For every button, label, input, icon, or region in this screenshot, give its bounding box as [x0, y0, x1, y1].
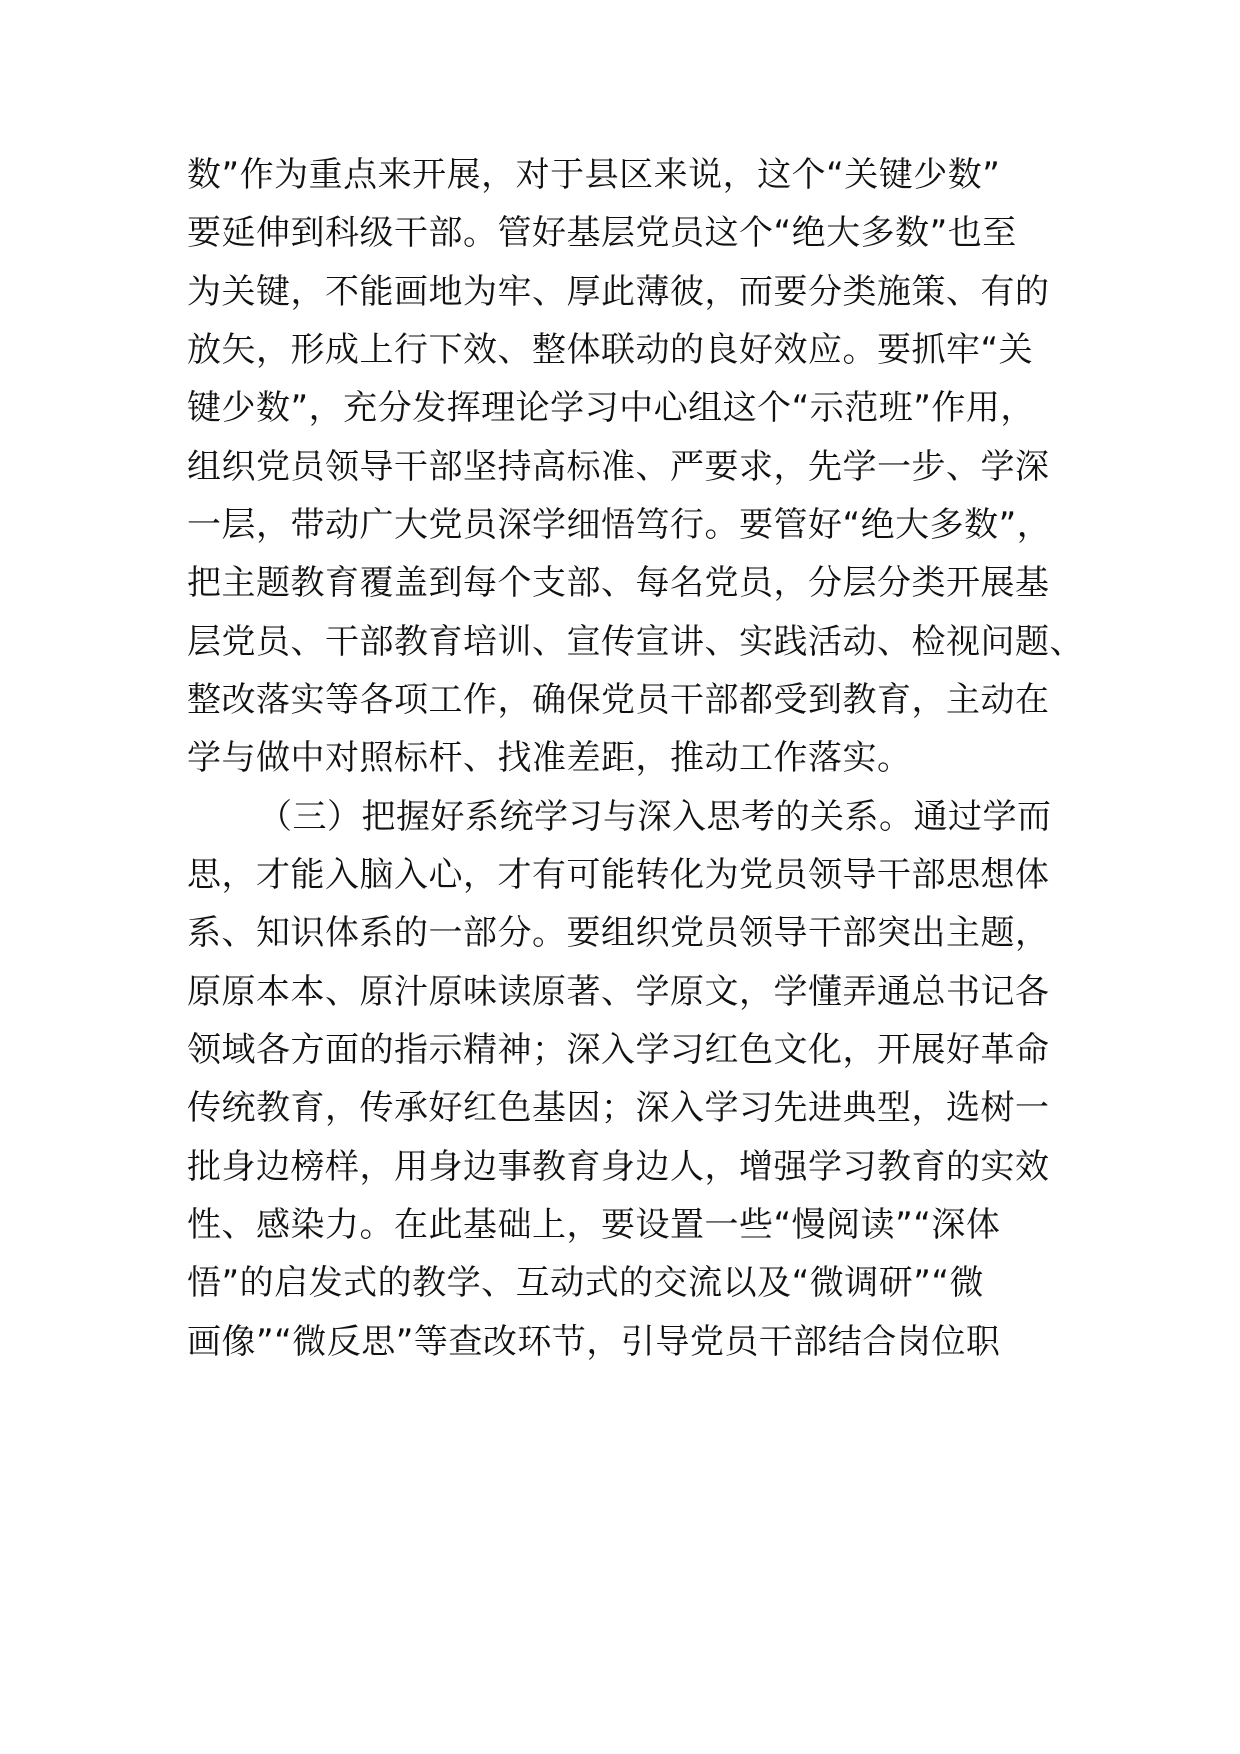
- text-line: 键少数”，充分发挥理论学习中心组这个“示范班”作用，: [187, 388, 1035, 428]
- text-line: 一层，带动广大党员深学细悟笃行。要管好“绝大多数”，: [187, 505, 1052, 545]
- text-line: 把主题教育覆盖到每个支部、每名党员，分层分类开展基: [187, 563, 1050, 603]
- text-line: 思，才能入脑入心，才有可能转化为党员领导干部思想体: [187, 855, 1050, 895]
- text-line: 数”作为重点来开展，对于县区来说，这个“关键少数”: [187, 155, 1001, 195]
- text-line: 系、知识体系的一部分。要组织党员领导干部突出主题，: [187, 913, 1050, 953]
- text-line: 为关键，不能画地为牢、厚此薄彼，而要分类施策、有的: [187, 272, 1050, 312]
- text-line: 画像”“微反思”等查改环节，引导党员干部结合岗位职: [187, 1322, 1001, 1362]
- text-line: 放矢，形成上行下效、整体联动的良好效应。要抓牢“关: [187, 330, 1034, 370]
- text-line: 层党员、干部教育培训、宣传宣讲、实践活动、检视问题、: [187, 622, 1084, 662]
- text-line: 学与做中对照标杆、找准差距，推动工作落实。: [187, 738, 912, 778]
- text-line: 性、感染力。在此基础上，要设置一些“慢阅读”“深体: [187, 1205, 1001, 1245]
- text-line: 传统教育，传承好红色基因；深入学习先进典型，选树一: [187, 1088, 1050, 1128]
- text-line: 悟”的启发式的教学、互动式的交流以及“微调研”“微: [187, 1263, 984, 1303]
- text-line: 批身边榜样，用身边事教育身边人，增强学习教育的实效: [187, 1147, 1050, 1187]
- text-line: 组织党员领导干部坚持高标准、严要求，先学一步、学深: [187, 447, 1050, 487]
- text-line: 领域各方面的指示精神；深入学习红色文化，开展好革命: [187, 1030, 1050, 1070]
- text-line: 要延伸到科级干部。管好基层党员这个“绝大多数”也至: [187, 213, 1017, 253]
- section-heading-line: （三）把握好系统学习与深入思考的关系。通过学而: [258, 797, 1052, 837]
- text-line: 原原本本、原汁原味读原著、学原文，学懂弄通总书记各: [187, 972, 1050, 1012]
- text-line: 整改落实等各项工作，确保党员干部都受到教育，主动在: [187, 680, 1050, 720]
